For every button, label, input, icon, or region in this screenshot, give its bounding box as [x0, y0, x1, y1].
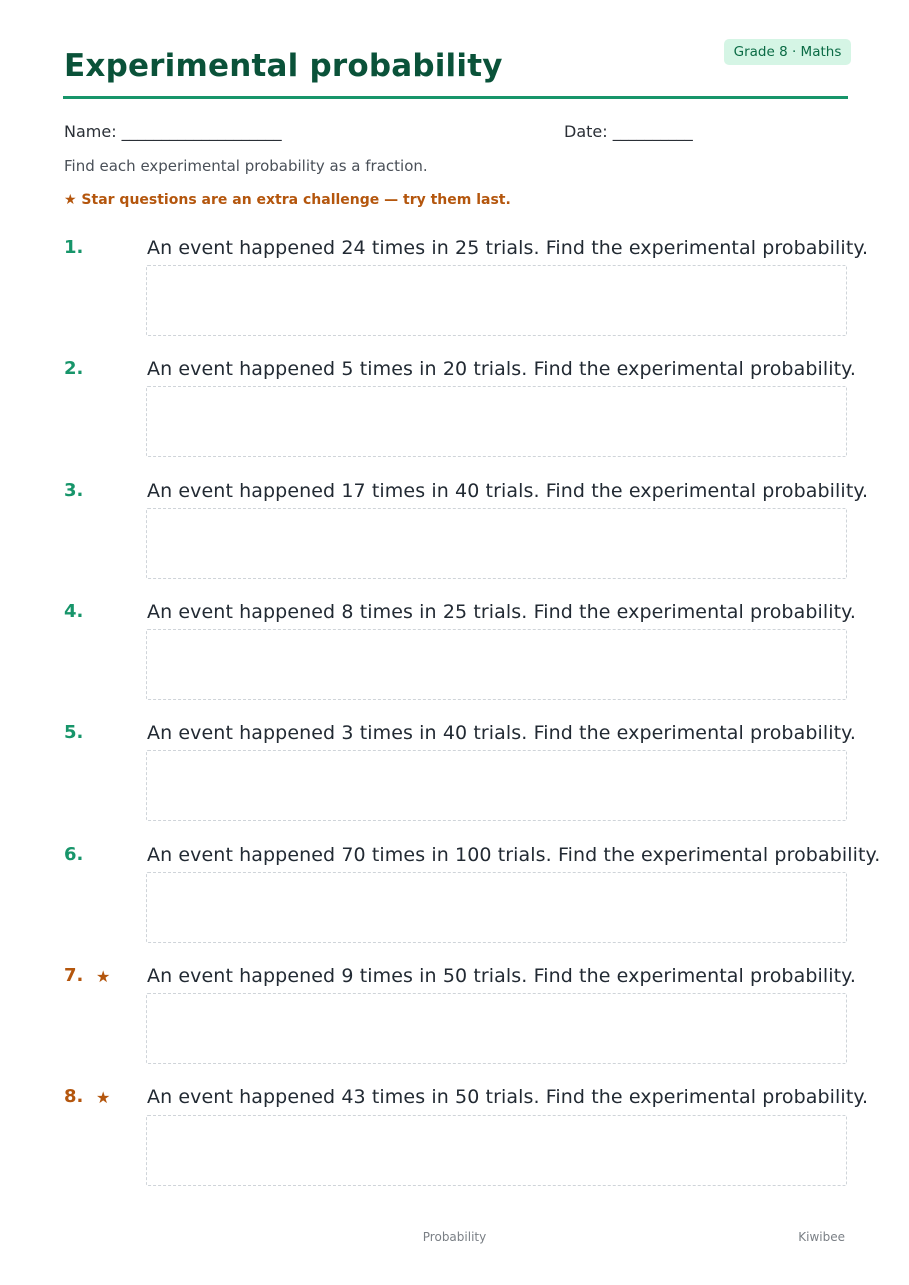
- name-field[interactable]: Name: ____________________: [64, 122, 282, 141]
- answer-box[interactable]: [146, 750, 847, 821]
- question-number: 1.: [64, 237, 84, 258]
- instructions-text: Find each experimental probability as a fraction.: [64, 157, 428, 175]
- question-text: An event happened 70 times in 100 trials. Find the experimental probability.: [147, 844, 881, 866]
- answer-box[interactable]: [146, 1115, 847, 1186]
- question-item: [0, 844, 909, 954]
- question-text: An event happened 17 times in 40 trials. Find the experimental probability.: [147, 480, 869, 502]
- question-item: [0, 722, 909, 832]
- question-number: 6.: [64, 844, 84, 865]
- answer-box[interactable]: [146, 629, 847, 700]
- page-title: Experimental probability: [64, 48, 503, 84]
- footer-brand: Kiwibee: [798, 1230, 845, 1244]
- question-text: An event happened 43 times in 50 trials. Find the experimental probability.: [147, 1086, 869, 1108]
- answer-box[interactable]: [146, 386, 847, 457]
- answer-box[interactable]: [146, 265, 847, 336]
- question-item: [0, 965, 909, 1075]
- question-item: [0, 358, 909, 468]
- question-number: 2.: [64, 358, 84, 379]
- question-text: An event happened 9 times in 50 trials. Find the experimental probability.: [147, 965, 856, 987]
- footer-topic: Probability: [422, 1230, 487, 1244]
- question-item: [0, 601, 909, 711]
- question-number: 7.: [64, 965, 84, 986]
- question-number: 5.: [64, 722, 84, 743]
- question-item: [0, 237, 909, 347]
- star-icon: ★: [96, 1088, 111, 1107]
- question-text: An event happened 3 times in 40 trials. Find the experimental probability.: [147, 722, 856, 744]
- answer-box[interactable]: [146, 993, 847, 1064]
- answer-box[interactable]: [146, 508, 847, 579]
- challenge-note: ★ Star questions are an extra challenge — try them last.: [64, 192, 511, 208]
- date-field[interactable]: Date: __________: [564, 122, 693, 141]
- question-item: [0, 480, 909, 590]
- question-text: An event happened 8 times in 25 trials. Find the experimental probability.: [147, 601, 856, 623]
- question-number: 8.: [64, 1086, 84, 1107]
- question-item: [0, 1086, 909, 1196]
- grade-badge: Grade 8 · Maths: [724, 39, 851, 65]
- question-text: An event happened 5 times in 20 trials. Find the experimental probability.: [147, 358, 856, 380]
- star-icon: ★: [96, 967, 111, 986]
- question-number: 3.: [64, 480, 84, 501]
- answer-box[interactable]: [146, 872, 847, 943]
- question-number: 4.: [64, 601, 84, 622]
- title-divider: [63, 96, 848, 99]
- question-text: An event happened 24 times in 25 trials. Find the experimental probability.: [147, 237, 869, 259]
